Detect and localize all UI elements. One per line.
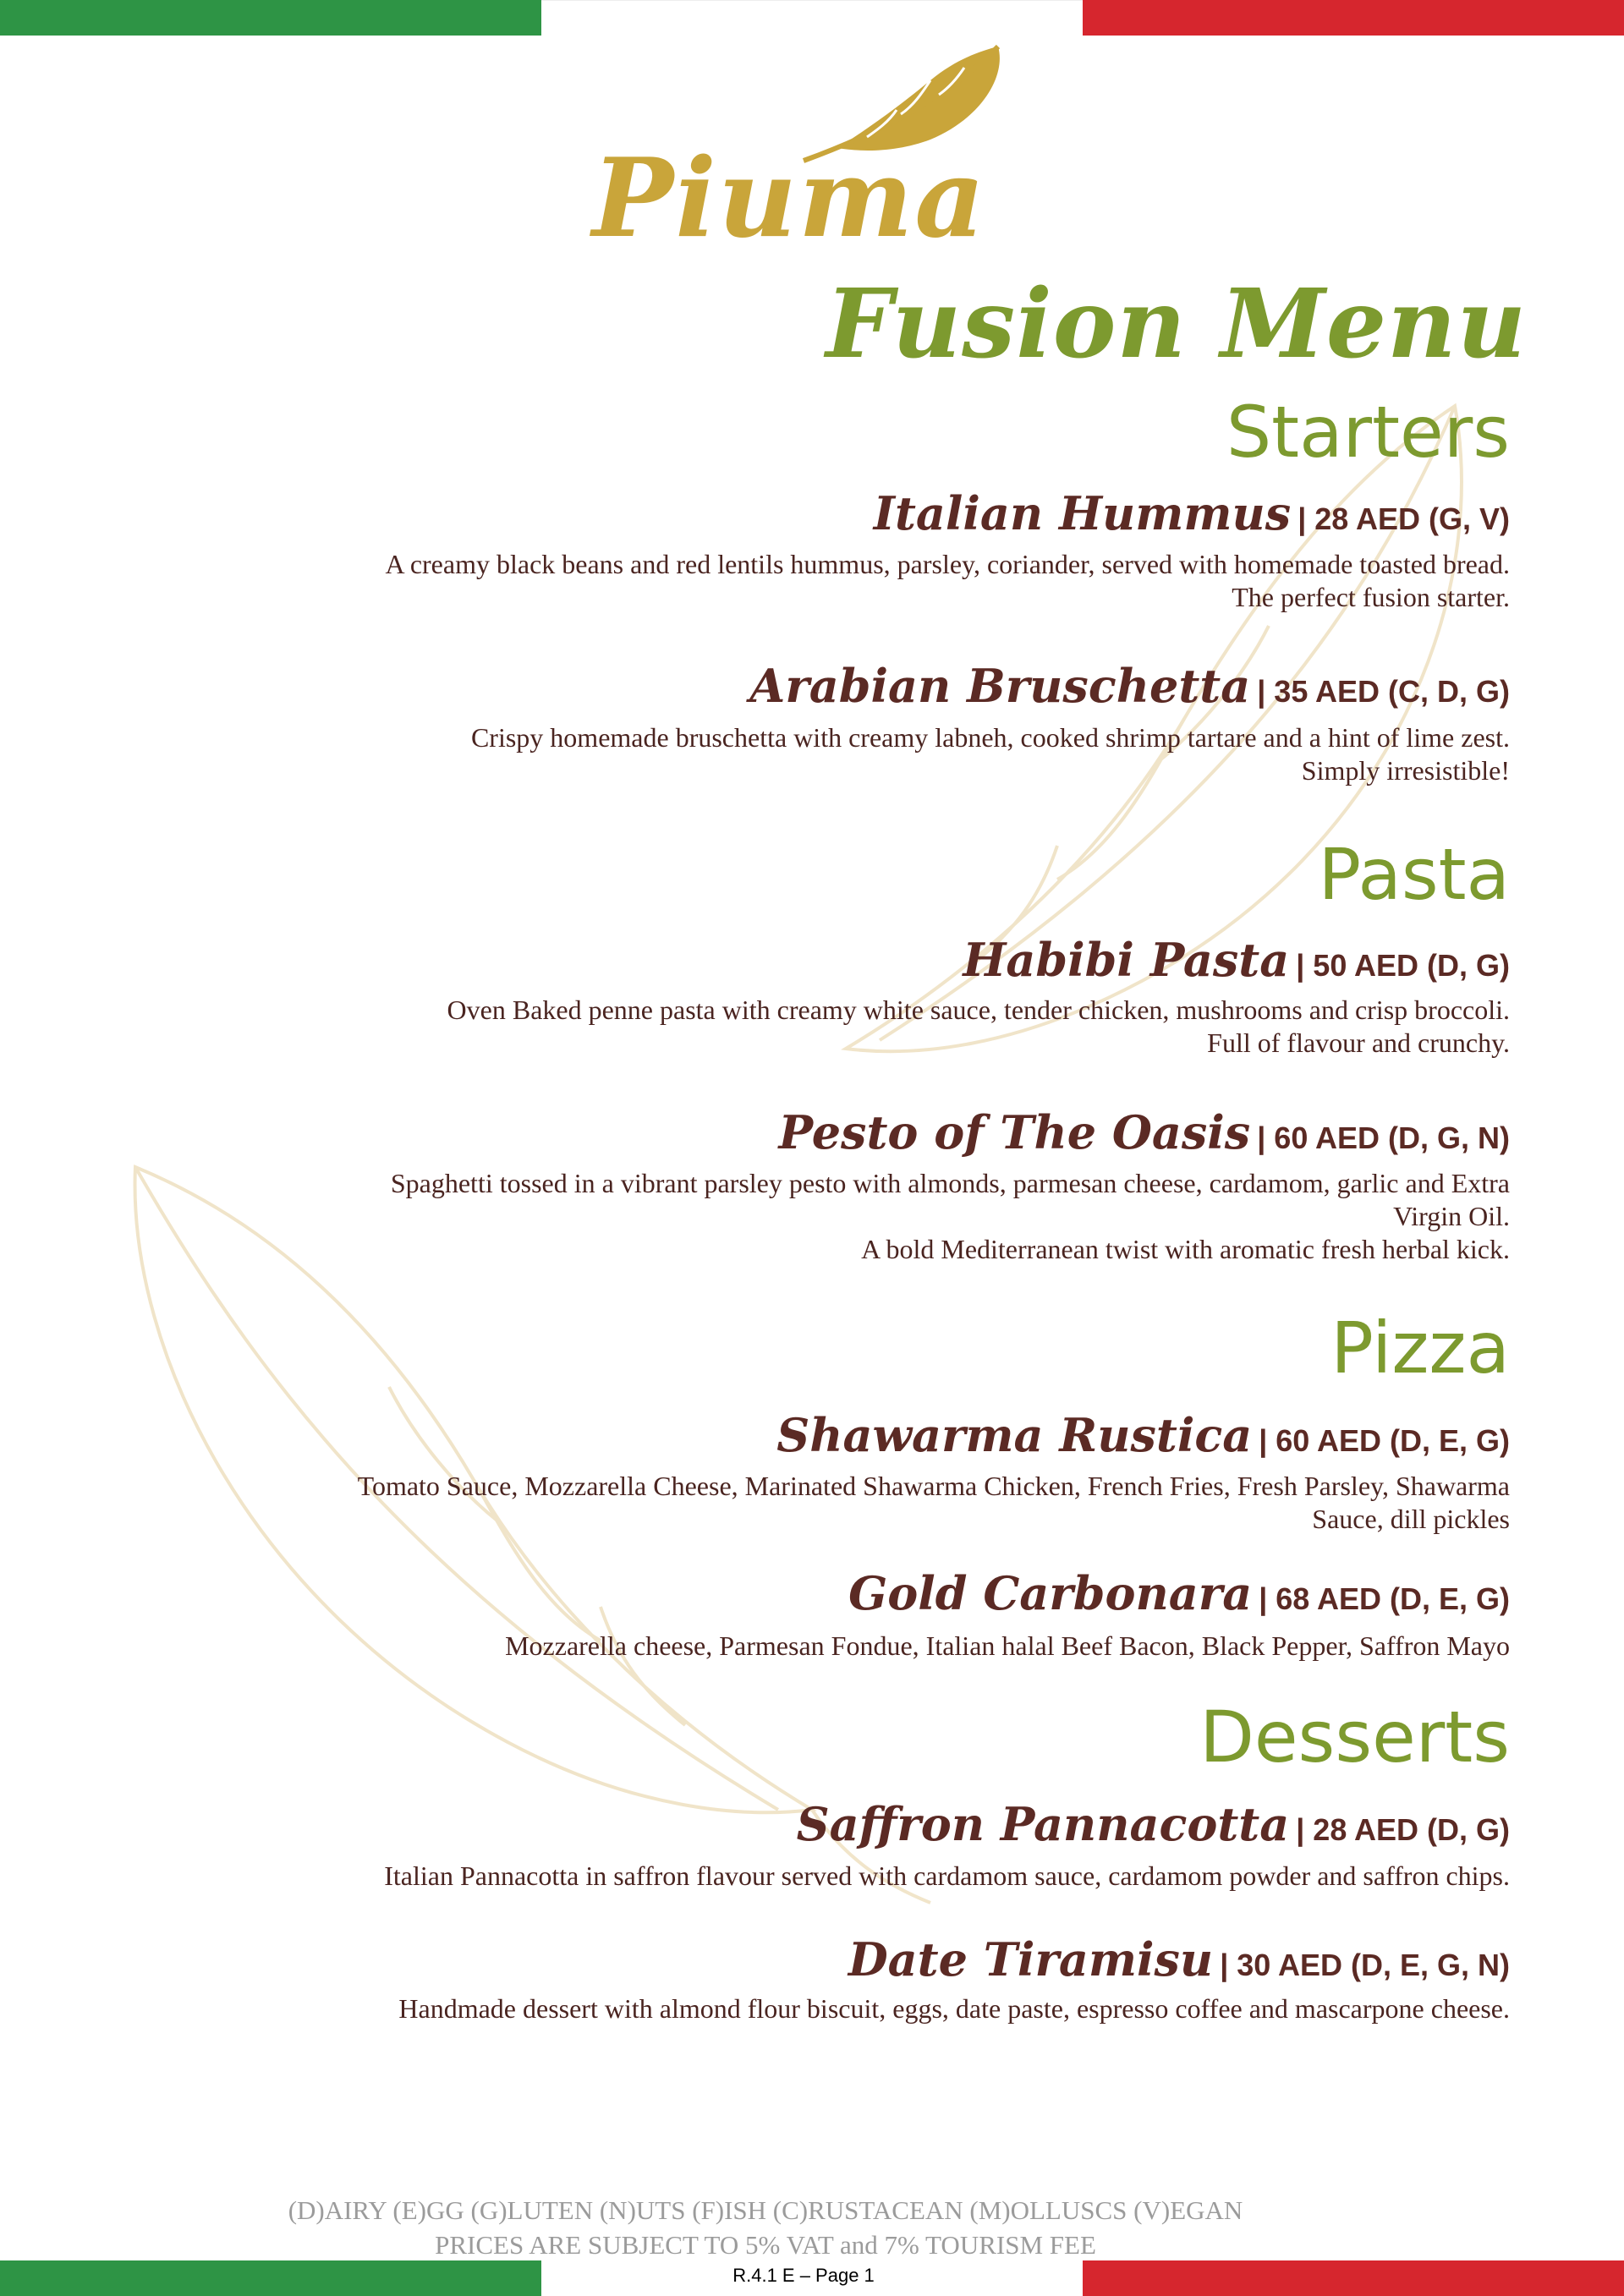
menu-item-shawarma-rustica bbox=[776, 1408, 1510, 1462]
description-line: The perfect fusion starter. bbox=[1232, 582, 1510, 612]
allergen-legend: (D)AIRY (E)GG (G)LUTEN (N)UTS (F)ISH (C)RUSTACEAN (M)OLLUSCS (V)EGAN bbox=[288, 2195, 1243, 2225]
description-line: Spaghetti tossed in a vibrant parsley pesto with almonds, parmesan cheese, cardamom, garlic and Extra bbox=[390, 1168, 1510, 1198]
flag-white-band bbox=[541, 0, 1083, 36]
menu-item-pesto-of-the-oasis bbox=[779, 1105, 1510, 1159]
page-label: R.4.1 E – Page 1 bbox=[732, 2265, 875, 2286]
item-price: | 50 AED (D, G) bbox=[1296, 948, 1510, 983]
item-name: Habibi Pasta bbox=[963, 933, 1290, 987]
flag-green-band bbox=[0, 0, 541, 36]
item-price: | 30 AED (D, E, G, N) bbox=[1220, 1948, 1510, 1982]
description-line: Sauce, dill pickles bbox=[1312, 1504, 1510, 1534]
menu-item-italian-hummus bbox=[874, 486, 1510, 540]
description-line: Crispy homemade bruschetta with creamy labneh, cooked shrimp tartare and a hint of lime zest. bbox=[470, 722, 1510, 753]
item-name: Italian Hummus bbox=[873, 486, 1292, 540]
item-description bbox=[505, 1630, 1510, 1663]
item-name: Shawarma Rustica bbox=[776, 1408, 1253, 1462]
description-line: Oven Baked penne pasta with creamy white sauce, tender chicken, mushrooms and crisp broccoli. bbox=[447, 995, 1510, 1025]
description-line: Handmade dessert with almond flour biscuit, eggs, date paste, espresso coffee and mascarpone cheese. bbox=[398, 1993, 1510, 2024]
item-price: | 60 AED (D, G, N) bbox=[1257, 1121, 1510, 1155]
item-description bbox=[447, 994, 1510, 1060]
item-name: Gold Carbonara bbox=[848, 1566, 1253, 1620]
piuma-logo bbox=[584, 42, 1049, 262]
item-price: | 35 AED (C, D, G) bbox=[1257, 674, 1510, 709]
flag-stripe-top bbox=[0, 0, 1624, 36]
item-name: Pesto of The Oasis bbox=[778, 1105, 1251, 1159]
menu-item-date-tiramisu bbox=[848, 1932, 1510, 1986]
description-line: Virgin Oil. bbox=[1393, 1201, 1510, 1231]
item-description bbox=[398, 1992, 1510, 2025]
menu-item-saffron-pannacotta bbox=[797, 1797, 1510, 1851]
item-price: | 60 AED (D, E, G) bbox=[1259, 1423, 1510, 1458]
description-line: Mozzarella cheese, Parmesan Fondue, Italian halal Beef Bacon, Black Pepper, Saffron Mayo bbox=[505, 1630, 1510, 1661]
item-name: Date Tiramisu bbox=[848, 1932, 1214, 1986]
section-title-desserts: Desserts bbox=[1199, 1696, 1510, 1778]
item-description bbox=[358, 1470, 1510, 1536]
description-line: A bold Mediterranean twist with aromatic fresh herbal kick. bbox=[861, 1234, 1510, 1264]
item-description bbox=[471, 721, 1510, 787]
menu-title: Fusion Menu bbox=[826, 269, 1527, 380]
menu-item-arabian-bruschetta bbox=[749, 659, 1510, 713]
section-title-pasta: Pasta bbox=[1318, 833, 1510, 916]
item-description bbox=[384, 1860, 1510, 1893]
section-title-starters: Starters bbox=[1226, 391, 1510, 474]
item-name: Saffron Pannacotta bbox=[796, 1797, 1290, 1851]
menu-item-habibi-pasta bbox=[963, 933, 1510, 987]
item-description bbox=[385, 548, 1510, 614]
item-price: | 28 AED (G, V) bbox=[1298, 501, 1510, 536]
menu-item-gold-carbonara bbox=[848, 1566, 1510, 1620]
description-line: Italian Pannacotta in saffron flavour served with cardamom sauce, cardamom powder and saffron chips. bbox=[384, 1860, 1510, 1891]
section-title-pizza: Pizza bbox=[1330, 1307, 1510, 1389]
item-name: Arabian Bruschetta bbox=[749, 659, 1251, 713]
item-description bbox=[391, 1167, 1510, 1266]
item-price: | 28 AED (D, G) bbox=[1296, 1812, 1510, 1847]
item-price: | 68 AED (D, E, G) bbox=[1259, 1581, 1510, 1616]
description-line: Full of flavour and crunchy. bbox=[1207, 1027, 1510, 1058]
prices-note: PRICES ARE SUBJECT TO 5% VAT and 7% TOURISM FEE bbox=[435, 2230, 1096, 2260]
description-line: A creamy black beans and red lentils hummus, parsley, coriander, served with homemade toasted bread. bbox=[385, 549, 1510, 579]
description-line: Simply irresistible! bbox=[1301, 755, 1510, 786]
logo-wordmark: Piuma bbox=[592, 135, 987, 262]
description-line: Tomato Sauce, Mozzarella Cheese, Marinated Shawarma Chicken, French Fries, Fresh Parsley, Shawarma bbox=[357, 1471, 1510, 1501]
flag-red-band bbox=[1083, 0, 1624, 36]
